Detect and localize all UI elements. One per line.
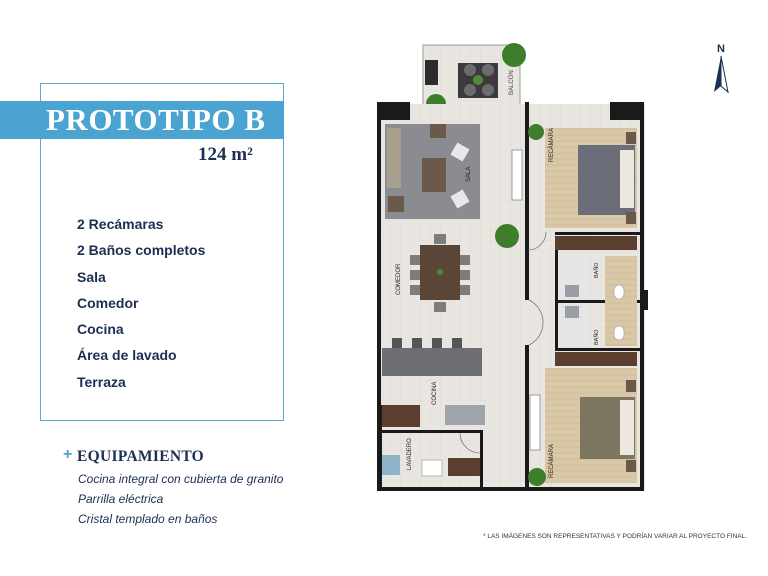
plant-icon: [528, 124, 544, 140]
kitchen-counter: [382, 405, 420, 427]
equipment-item: Cristal templado en baños: [78, 512, 218, 526]
tv-console: [512, 150, 522, 200]
closet: [555, 236, 637, 250]
prototype-title: PROTOTIPO B: [46, 102, 266, 137]
refrigerator: [445, 405, 485, 425]
plant-icon: [528, 468, 546, 486]
equipment-item: Cocina integral con cubierta de granito: [78, 472, 284, 486]
equipment-item: Parrilla eléctrica: [78, 492, 164, 506]
feature-item: Cocina: [77, 321, 124, 338]
label-lavadero: LAVADERO: [407, 438, 413, 470]
label-comedor: COMEDOR: [396, 263, 402, 295]
equipment-title: EQUIPAMIENTO: [77, 448, 205, 465]
label-balcon: BALCÓN: [509, 70, 515, 95]
plant-icon: [502, 43, 526, 67]
label-recamara-1: RECÁMARA: [549, 127, 555, 162]
coffee-table: [422, 158, 446, 192]
prototype-area: 124 m²: [198, 144, 253, 165]
feature-item: 2 Baños completos: [77, 242, 206, 259]
disclaimer: * LAS IMÁGENES SON REPRESENTATIVAS Y PODRÍAN VARIAR AL PROYECTO FINAL.: [483, 533, 748, 540]
feature-item: Terraza: [77, 373, 126, 390]
feature-item: Área de lavado: [77, 347, 177, 364]
label-bano-2: BAÑO: [594, 329, 600, 345]
north-label: N: [717, 43, 725, 55]
label-cocina: COCINA: [432, 381, 438, 405]
plus-icon: +: [63, 446, 73, 463]
label-sala: SALA: [466, 166, 472, 182]
washer: [382, 455, 400, 475]
feature-item: Sala: [77, 268, 106, 285]
kitchen-island: [382, 348, 482, 376]
grill: [425, 60, 438, 85]
feature-item: Comedor: [77, 294, 139, 311]
label-recamara-2: RECÁMARA: [549, 443, 555, 478]
plant-icon: [495, 224, 519, 248]
sofa: [387, 128, 401, 188]
feature-item: 2 Recámaras: [77, 216, 164, 232]
label-bano-1: BAÑO: [594, 262, 600, 278]
closet: [555, 352, 637, 366]
